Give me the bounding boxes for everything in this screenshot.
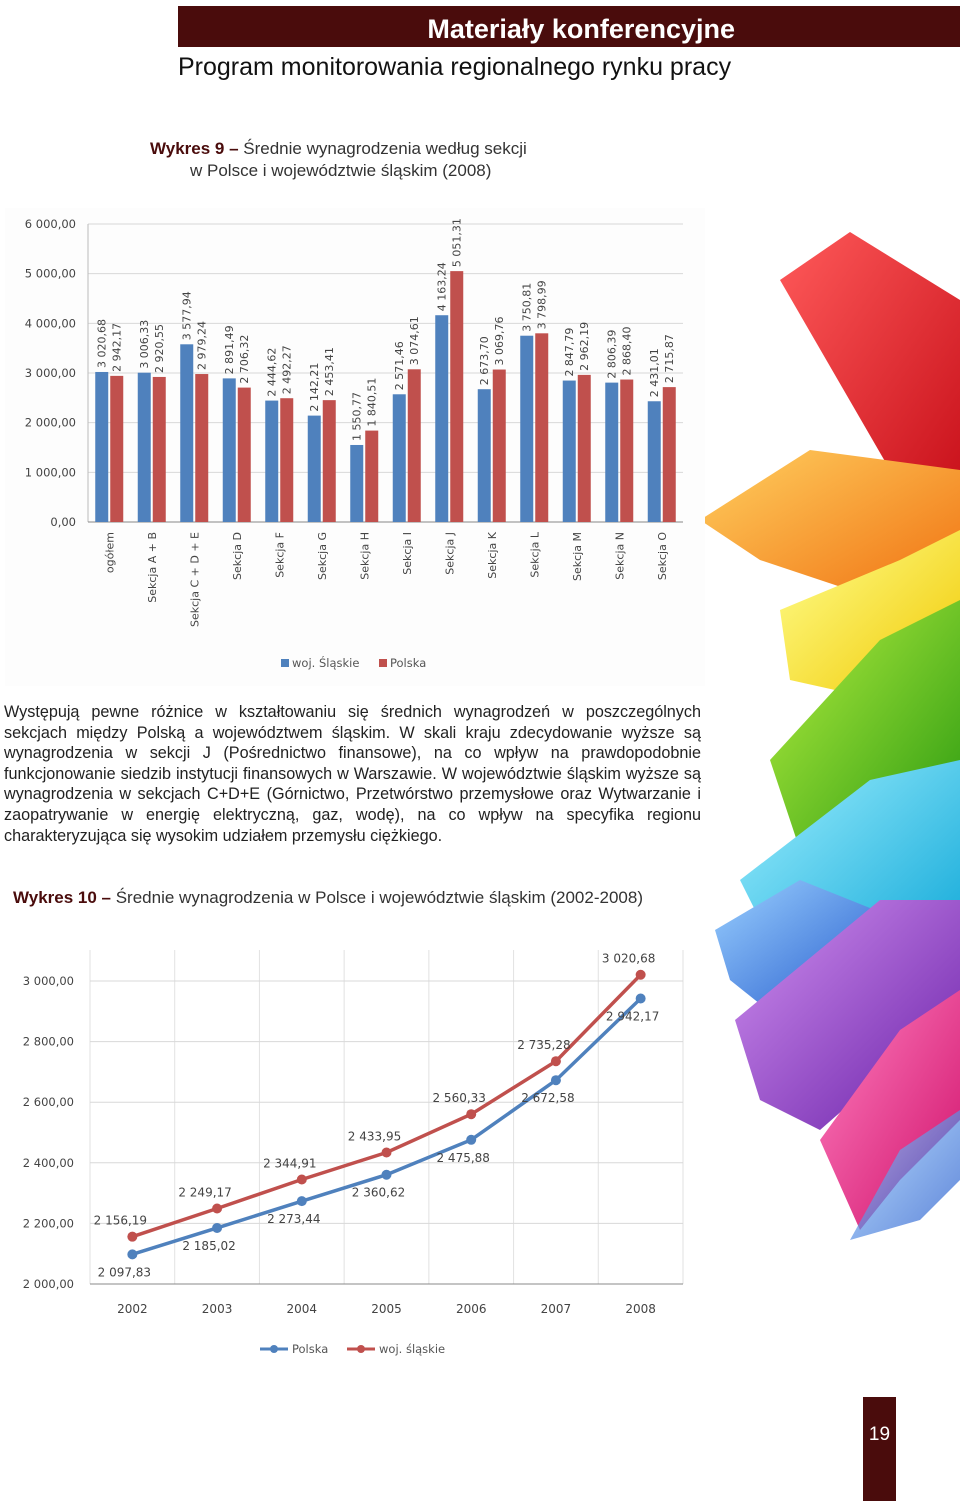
chart9-category-label: Sekcja F xyxy=(273,532,287,578)
chart10-ytick-label: 2 800,00 xyxy=(22,1034,74,1049)
chart10-data-label: 2 475,88 xyxy=(436,1150,490,1165)
chart10-ytick-label: 2 400,00 xyxy=(22,1155,74,1170)
page-number-box xyxy=(863,1397,896,1501)
chart10-data-label: 2 672,58 xyxy=(521,1091,575,1106)
chart9-data-label: 3 069,76 xyxy=(493,316,507,366)
chart9-data-label: 2 920,55 xyxy=(153,323,167,373)
chart10-data-label: 2 097,83 xyxy=(97,1265,152,1280)
chart9-category-label: Sekcja C + D + E xyxy=(188,532,202,627)
chart10-point xyxy=(212,1223,222,1233)
chart9-data-label: 2 492,27 xyxy=(280,345,294,395)
chart10-point xyxy=(127,1232,137,1242)
chart10-xtick-label: 2004 xyxy=(286,1302,318,1316)
chart10-ytick-label: 2 200,00 xyxy=(22,1216,74,1231)
chart9-category-label: Sekcja H xyxy=(358,532,372,580)
chart10-point xyxy=(551,1056,561,1066)
chart10-ytick-label: 3 000,00 xyxy=(22,974,74,988)
chart9-data-label: 2 847,79 xyxy=(563,327,577,377)
body-paragraph-text: Występują pewne różnice w kształtowaniu się średnich wynagrodzeń w poszczególnych sekcjach między Polską a województwem śląskim. W skali kraju zdecydowanie wyższe są wynagrodzenia w sekcji J (Pośrednictwo finansowe), na co wpływ na prawdopodobnie funkcjonowanie siedzib instytucji finansowych w Warszawie. W województwie śląskim wyższe są wynagrodzenia w sekcjach C+D+E (Górnictwo, Przetwórstwo przemysłowe oraz Wytwarzanie i zaopatrywanie w energię elektryczną, gaz, wodę), na co wpływ na specyfika regionu charakteryzująca się wysokim udziałem przemysłu ciężkiego. xyxy=(4,703,701,845)
page-number: 19 xyxy=(868,1424,891,1445)
chart10-ytick-label: 2 600,00 xyxy=(22,1095,74,1110)
chart9-data-label: 2 715,87 xyxy=(663,334,677,384)
chart10-data-label: 2 942,17 xyxy=(605,1009,660,1024)
chart10-xtick-label: 2002 xyxy=(117,1302,148,1316)
chart10-data-label: 2 560,33 xyxy=(432,1091,486,1106)
chart10-point xyxy=(551,1075,561,1085)
chart10-legend-polska: Polska xyxy=(292,1342,329,1356)
chart10-caption-text: Średnie wynagrodzenia w Polsce i województwie śląskim (2002-2008) xyxy=(115,888,643,907)
chart10-data-label: 2 185,02 xyxy=(182,1238,236,1253)
chart10-data-label: 2 735,28 xyxy=(517,1038,571,1053)
chart10-point xyxy=(382,1148,392,1158)
chart9-ytick-label: 5 000,00 xyxy=(24,266,76,281)
chart9-legend-slaskie: woj. Śląskie xyxy=(292,656,360,670)
chart10-point xyxy=(382,1170,392,1180)
chart9-ytick-label: 6 000,00 xyxy=(24,217,76,231)
chart9-data-label: 2 706,32 xyxy=(238,334,252,384)
program-title: Program monitorowania regionalnego rynku pracy xyxy=(178,53,732,81)
chart10-caption-bold: Wykres 10 – xyxy=(13,888,111,907)
chart9-data-label: 2 444,62 xyxy=(265,347,279,397)
chart9-data-label: 2 962,19 xyxy=(578,321,592,371)
chart9-caption-line2: w Polsce i województwie śląskim (2008) xyxy=(190,161,492,180)
chart9-category-label: Sekcja J xyxy=(443,532,457,575)
chart9-data-label: 3 006,33 xyxy=(138,319,152,369)
chart9-legend-polska: Polska xyxy=(390,656,427,670)
chart9-ytick-label: 1 000,00 xyxy=(24,465,76,480)
chart9-data-label: 2 142,21 xyxy=(308,362,322,412)
chart10-point xyxy=(297,1196,307,1206)
chart10-data-label: 2 156,19 xyxy=(93,1213,148,1228)
chart9-data-label: 3 074,61 xyxy=(408,316,422,366)
chart9-data-label: 2 453,41 xyxy=(323,347,337,397)
chart9-ytick-label: 2 000,00 xyxy=(24,415,76,430)
chart10-data-label: 2 273,44 xyxy=(267,1212,321,1227)
chart10-point xyxy=(127,1249,137,1259)
header-title: Materiały konferencyjne xyxy=(427,14,735,44)
chart9-data-label: 1 550,77 xyxy=(350,391,364,441)
chart9-data-label: 3 577,94 xyxy=(180,291,194,341)
chart9-caption-line1: Średnie wynagrodzenia według sekcji xyxy=(243,139,527,158)
chart9-data-label: 2 571,46 xyxy=(393,341,407,391)
chart9-data-label: 3 798,99 xyxy=(535,280,549,330)
chart9-category-label: Sekcja K xyxy=(485,532,499,579)
chart10-point xyxy=(636,970,646,980)
chart9-data-label: 2 673,70 xyxy=(478,336,492,386)
chart10-xtick-label: 2005 xyxy=(371,1302,402,1316)
chart10-point xyxy=(466,1109,476,1119)
chart10-point xyxy=(636,994,646,1004)
chart9-data-label: 3 750,81 xyxy=(520,282,534,332)
chart9-ytick-label: 3 000,00 xyxy=(24,366,76,380)
chart10-point xyxy=(212,1204,222,1214)
chart10-xtick-label: 2003 xyxy=(201,1302,233,1316)
chart10-point xyxy=(297,1174,307,1184)
chart9-category-label: ogółem xyxy=(103,532,117,574)
chart10-legend-marker-polska xyxy=(270,1345,278,1353)
chart9-category-label: Sekcja A + B xyxy=(145,532,159,603)
chart9-ytick-label: 0,00 xyxy=(50,515,76,529)
chart9-category-label: Sekcja D xyxy=(230,532,244,580)
chart9-data-label: 2 431,01 xyxy=(648,348,662,398)
chart10-xtick-label: 2008 xyxy=(625,1302,656,1316)
chart10-data-label: 3 020,68 xyxy=(601,951,656,966)
chart10-ytick-label: 2 000,00 xyxy=(22,1277,74,1291)
chart10-data-label: 2 344,91 xyxy=(263,1156,317,1171)
chart10-data-label: 2 433,95 xyxy=(347,1129,402,1144)
chart9-data-label: 2 891,49 xyxy=(223,325,237,375)
chart10-legend-marker-slaskie xyxy=(357,1345,365,1353)
chart9-category-label: Sekcja G xyxy=(315,532,329,580)
chart9-data-label: 2 979,24 xyxy=(195,321,209,371)
chart9-category-label: Sekcja M xyxy=(570,532,584,581)
chart9-caption-bold: Wykres 9 – xyxy=(150,139,239,158)
chart9-data-label: 2 942,17 xyxy=(110,322,124,372)
chart9-data-label: 2 868,40 xyxy=(620,326,634,376)
chart10-xtick-label: 2007 xyxy=(540,1302,572,1316)
chart10-data-label: 2 249,17 xyxy=(178,1185,232,1200)
chart9-category-label: Sekcja O xyxy=(655,532,669,581)
chart10-xtick-label: 2006 xyxy=(455,1302,487,1316)
chart9-category-label: Sekcja L xyxy=(528,532,542,578)
chart9-data-label: 3 020,68 xyxy=(95,318,109,368)
chart10-background xyxy=(5,945,700,1370)
chart9-data-label: 2 806,39 xyxy=(605,329,619,379)
chart9-ytick-label: 4 000,00 xyxy=(24,316,76,331)
chart9-category-label: Sekcja N xyxy=(613,532,627,580)
chart10-data-label: 2 360,62 xyxy=(351,1185,406,1200)
chart10-point xyxy=(466,1135,476,1145)
chart9-data-label: 5 051,31 xyxy=(450,218,464,268)
chart9-data-label: 4 163,24 xyxy=(435,262,449,312)
chart9-data-label: 1 840,51 xyxy=(365,377,379,427)
chart9-category-label: Sekcja I xyxy=(400,532,414,575)
chart10-legend-slaskie: woj. śląskie xyxy=(379,1342,446,1356)
